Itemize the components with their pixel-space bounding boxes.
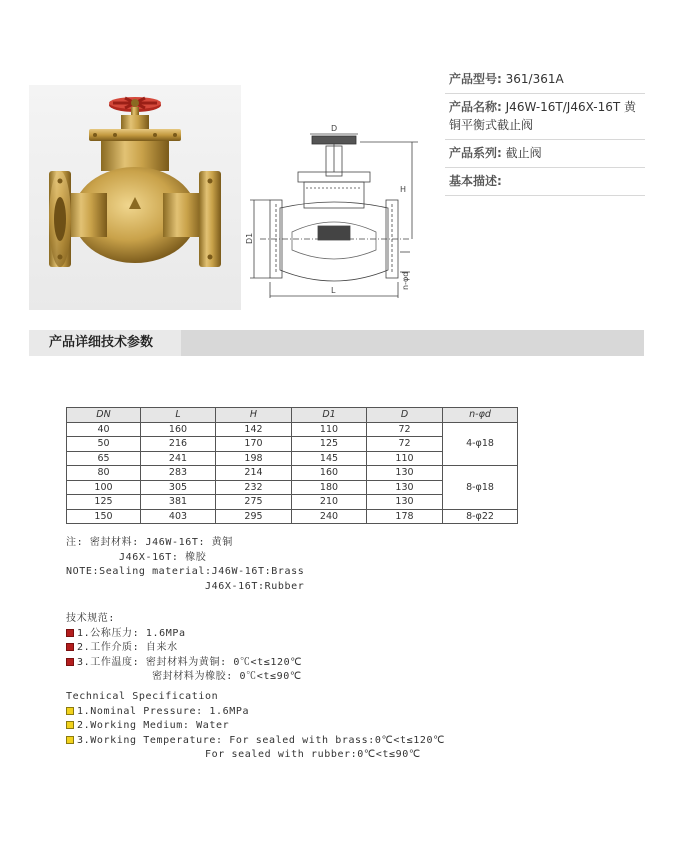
cell-h: 170 [216, 437, 292, 452]
cell-nd-group: 8-φ18 [443, 466, 518, 510]
spec-cn-item2: 2.工作介质: 自来水 [66, 641, 302, 656]
product-name-row [445, 94, 645, 140]
dim-D1-label: D1 [245, 232, 254, 244]
cell-l: 160 [141, 422, 216, 437]
cell-dn: 65 [67, 451, 141, 466]
cell-l: 241 [141, 451, 216, 466]
red-square-bullet-icon [66, 658, 74, 666]
cell-d: 72 [367, 437, 443, 452]
product-desc-row [445, 168, 645, 196]
cell-nd-group: 4-φ18 [443, 422, 518, 466]
cell-d: 178 [367, 509, 443, 524]
cell-l: 305 [141, 480, 216, 495]
cell-h: 142 [216, 422, 292, 437]
spec-table [66, 407, 518, 524]
section-header-bar [29, 330, 644, 356]
cell-l: 283 [141, 466, 216, 481]
dim-nd-label: n-φd [401, 271, 410, 290]
header-dn: DN [67, 408, 141, 423]
valve-dimension-drawing [240, 122, 435, 307]
cell-dn: 100 [67, 480, 141, 495]
dim-D-label: D [331, 124, 338, 133]
cell-h: 295 [216, 509, 292, 524]
sealing-notes [66, 536, 304, 594]
tech-spec-en [66, 690, 445, 763]
cell-h: 198 [216, 451, 292, 466]
spec-en-title: Technical Specification [66, 691, 219, 702]
desc-label: 基本描述: [449, 174, 502, 188]
cell-d: 130 [367, 495, 443, 510]
cell-dn: 40 [67, 422, 141, 437]
note-en-line2: J46X-16T:Rubber [66, 580, 305, 592]
cell-d: 130 [367, 480, 443, 495]
dim-L-label: L [331, 286, 336, 295]
header-l: L [141, 408, 216, 423]
cell-dn: 80 [67, 466, 141, 481]
series-label: 产品系列: [449, 146, 502, 160]
note-cn-line2: J46X-16T: 橡胶 [66, 551, 207, 563]
product-series-row [445, 140, 645, 168]
name-label: 产品名称: [449, 100, 502, 114]
table-row [67, 509, 518, 524]
dim-H-label: H [400, 185, 407, 194]
cell-d1: 160 [292, 466, 367, 481]
cell-d1: 180 [292, 480, 367, 495]
red-square-bullet-icon [66, 629, 74, 637]
brass-valve-illustration [29, 85, 241, 310]
cell-h: 275 [216, 495, 292, 510]
spec-en-item2: 2.Working Medium: Water [66, 719, 445, 734]
cell-d1: 110 [292, 422, 367, 437]
cell-h: 232 [216, 480, 292, 495]
cell-d: 72 [367, 422, 443, 437]
spec-cn-item1: 1.公称压力: 1.6MPa [66, 627, 302, 642]
header-h: H [216, 408, 292, 423]
spec-en-item3b: For sealed with rubber:0℃<t≤90℃ [66, 749, 421, 760]
table-row [67, 466, 518, 481]
spec-cn-item3: 3.工作温度: 密封材料为黄铜: 0℃<t≤120℃ [66, 656, 302, 671]
header-d: D [367, 408, 443, 423]
cell-nd-group: 8-φ22 [443, 509, 518, 524]
cell-l: 216 [141, 437, 216, 452]
cell-dn: 50 [67, 437, 141, 452]
yellow-square-bullet-icon [66, 736, 74, 744]
yellow-square-bullet-icon [66, 721, 74, 729]
series-value: 截止阀 [505, 146, 542, 160]
table-row [67, 422, 518, 437]
yellow-square-bullet-icon [66, 707, 74, 715]
spec-en-item3: 3.Working Temperature: For sealed with brass:0℃<t≤120℃ [66, 734, 445, 749]
cell-d1: 240 [292, 509, 367, 524]
cell-l: 381 [141, 495, 216, 510]
cell-h: 214 [216, 466, 292, 481]
table-header-row [67, 408, 518, 423]
name-value: J46W-16T/J46X-16T 黄铜平衡式截止阀 [449, 100, 636, 132]
tech-spec-cn [66, 612, 302, 685]
cell-d: 130 [367, 466, 443, 481]
cell-d1: 125 [292, 437, 367, 452]
model-value: 361/361A [505, 72, 564, 86]
product-photo [29, 85, 241, 310]
header-d1: D1 [292, 408, 367, 423]
note-en-line1: NOTE:Sealing material:J46W-16T:Brass [66, 566, 305, 577]
cell-l: 403 [141, 509, 216, 524]
spec-cn-title: 技术规范: [66, 613, 116, 624]
section-title: 产品详细技术参数 [29, 330, 181, 356]
cell-d1: 210 [292, 495, 367, 510]
cell-d1: 145 [292, 451, 367, 466]
note-cn-line1: 注: 密封材料: J46W-16T: 黄铜 [66, 537, 233, 548]
model-label: 产品型号: [449, 72, 502, 86]
cell-dn: 150 [67, 509, 141, 524]
cell-d: 110 [367, 451, 443, 466]
cell-dn: 125 [67, 495, 141, 510]
product-info [445, 66, 645, 196]
red-square-bullet-icon [66, 643, 74, 651]
header-nd: n-φd [443, 408, 518, 423]
spec-en-item1: 1.Nominal Pressure: 1.6MPa [66, 705, 445, 720]
spec-cn-item3b: 密封材料为橡胶: 0℃<t≤90℃ [66, 671, 302, 682]
product-model-row [445, 66, 645, 94]
